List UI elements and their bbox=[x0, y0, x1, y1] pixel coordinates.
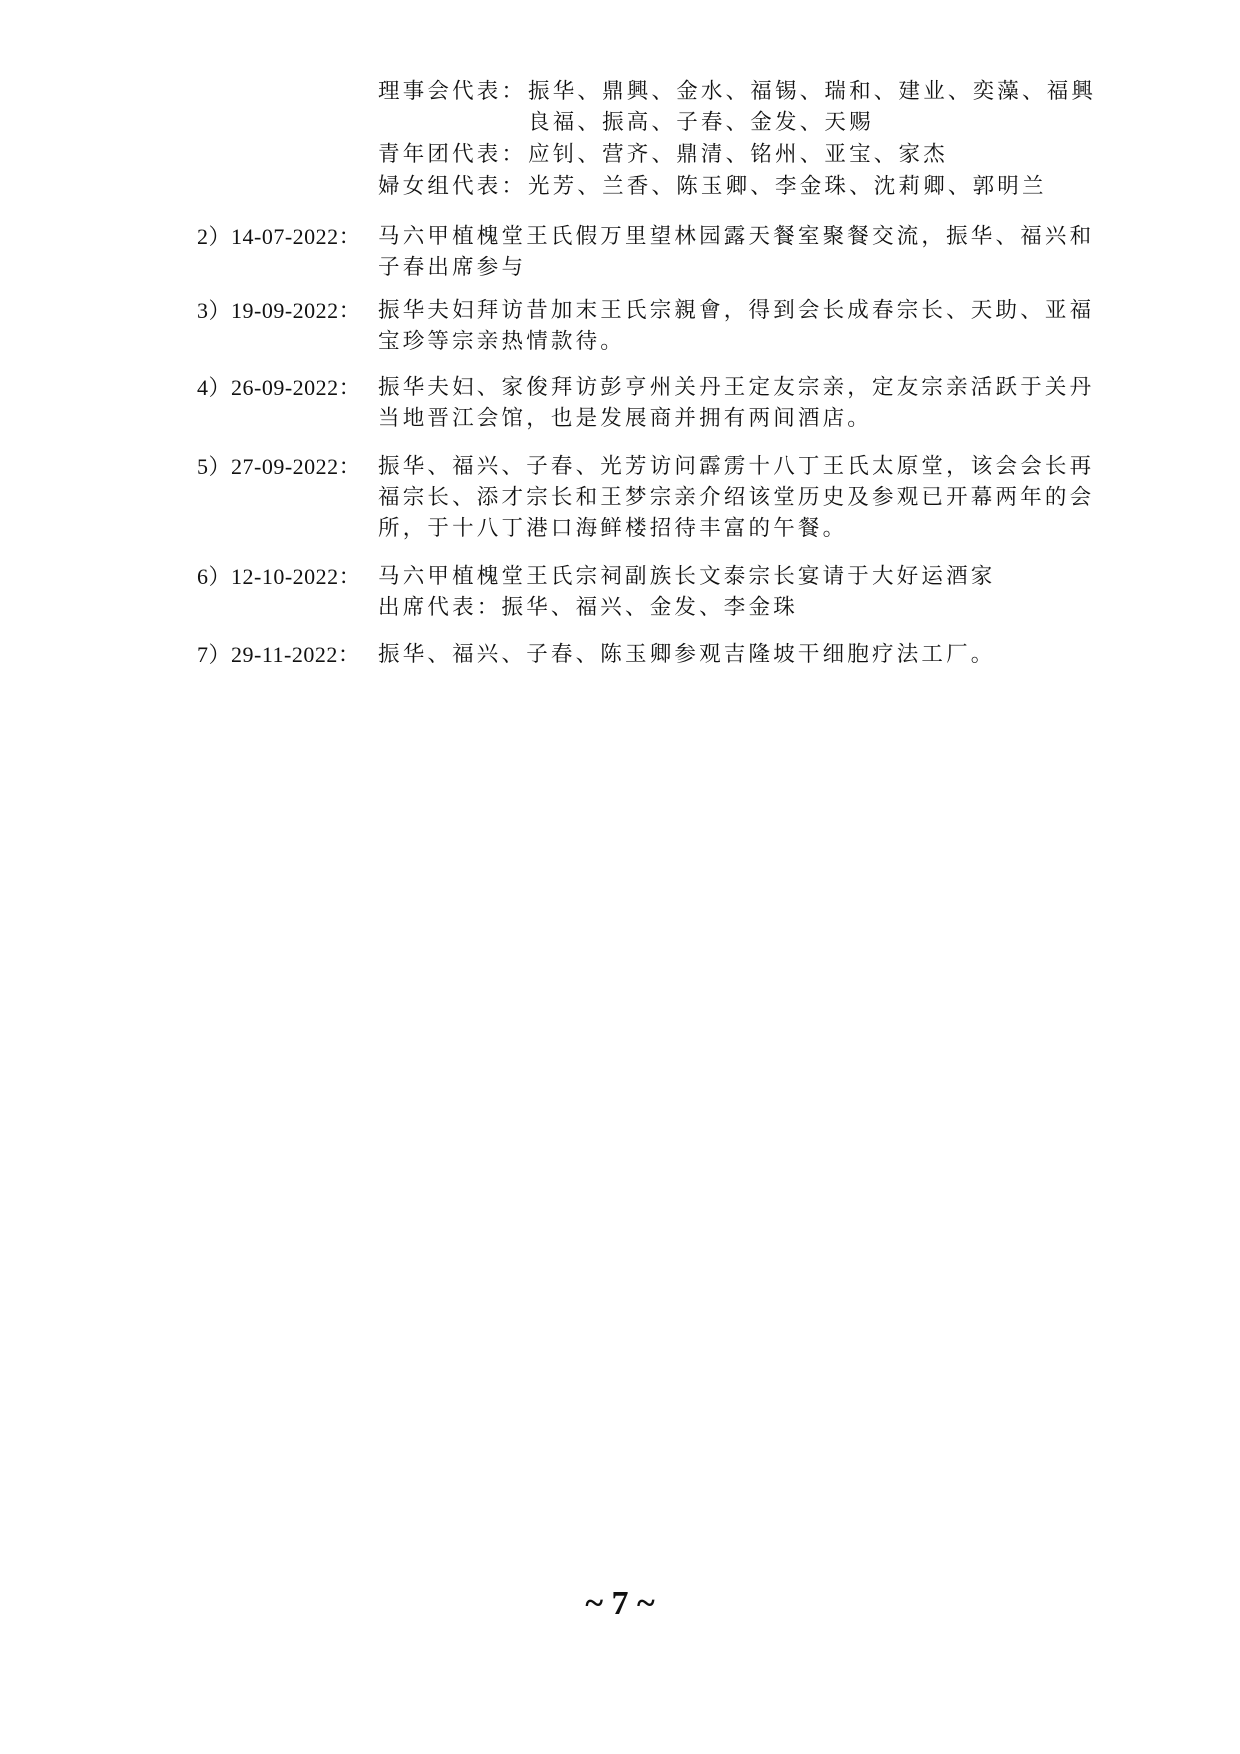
entry-marker: 5）27-09-2022： bbox=[197, 454, 362, 479]
entry-text-line: 福宗长、添才宗长和王梦宗亲介绍该堂历史及参观已开幕两年的会 bbox=[378, 485, 1095, 510]
entry-text-line: 子春出席参与 bbox=[378, 255, 527, 280]
entry-marker: 7）29-11-2022： bbox=[197, 642, 361, 667]
entry-marker: 4）26-09-2022： bbox=[197, 375, 362, 400]
entry-text-line: 马六甲植槐堂王氏宗祠副族长文泰宗长宴请于大好运酒家 bbox=[378, 564, 996, 589]
women-label: 婦女组代表： bbox=[378, 174, 527, 199]
entry-text-line: 振华、福兴、子春、陈玉卿参观吉隆坡干细胞疗法工厂。 bbox=[378, 642, 996, 667]
youth-label: 青年团代表： bbox=[378, 142, 527, 167]
entry-text-line: 宝珍等宗亲热情款待。 bbox=[378, 329, 626, 354]
entry-text-line: 振华夫妇拜访昔加末王氏宗親會，得到会长成春宗长、天助、亚福 bbox=[378, 298, 1095, 323]
entry-text-line: 振华、福兴、子春、光芳访问霹雳十八丁王氏太原堂，该会会长再 bbox=[378, 454, 1095, 479]
women-names: 光芳、兰香、陈玉卿、李金珠、沈莉卿、郭明兰 bbox=[528, 174, 1047, 199]
entry-text-line: 所，于十八丁港口海鲜楼招待丰富的午餐。 bbox=[378, 516, 848, 541]
council-names-line1: 振华、鼎興、金水、福锡、瑞和、建业、奕藻、福興 bbox=[528, 79, 1097, 104]
entry-text-line: 当地晋江会馆，也是发展商并拥有两间酒店。 bbox=[378, 406, 873, 431]
entry-text-line: 出席代表：振华、福兴、金发、李金珠 bbox=[378, 595, 798, 620]
entry-marker: 6）12-10-2022： bbox=[197, 564, 362, 589]
council-names-line2: 良福、振高、子春、金发、天赐 bbox=[528, 110, 874, 135]
entry-text-line: 马六甲植槐堂王氏假万里望林园露天餐室聚餐交流，振华、福兴和 bbox=[378, 224, 1095, 249]
entry-marker: 3）19-09-2022： bbox=[197, 298, 362, 323]
entry-marker: 2）14-07-2022： bbox=[197, 224, 362, 249]
page-number: ~ 7 ~ bbox=[585, 1585, 655, 1622]
entry-text-line: 振华夫妇、家俊拜访彭亨州关丹王定友宗亲，定友宗亲活跃于关丹 bbox=[378, 375, 1095, 400]
youth-names: 应钊、营齐、鼎清、铭州、亚宝、家杰 bbox=[528, 142, 948, 167]
council-label: 理事会代表： bbox=[378, 79, 527, 104]
